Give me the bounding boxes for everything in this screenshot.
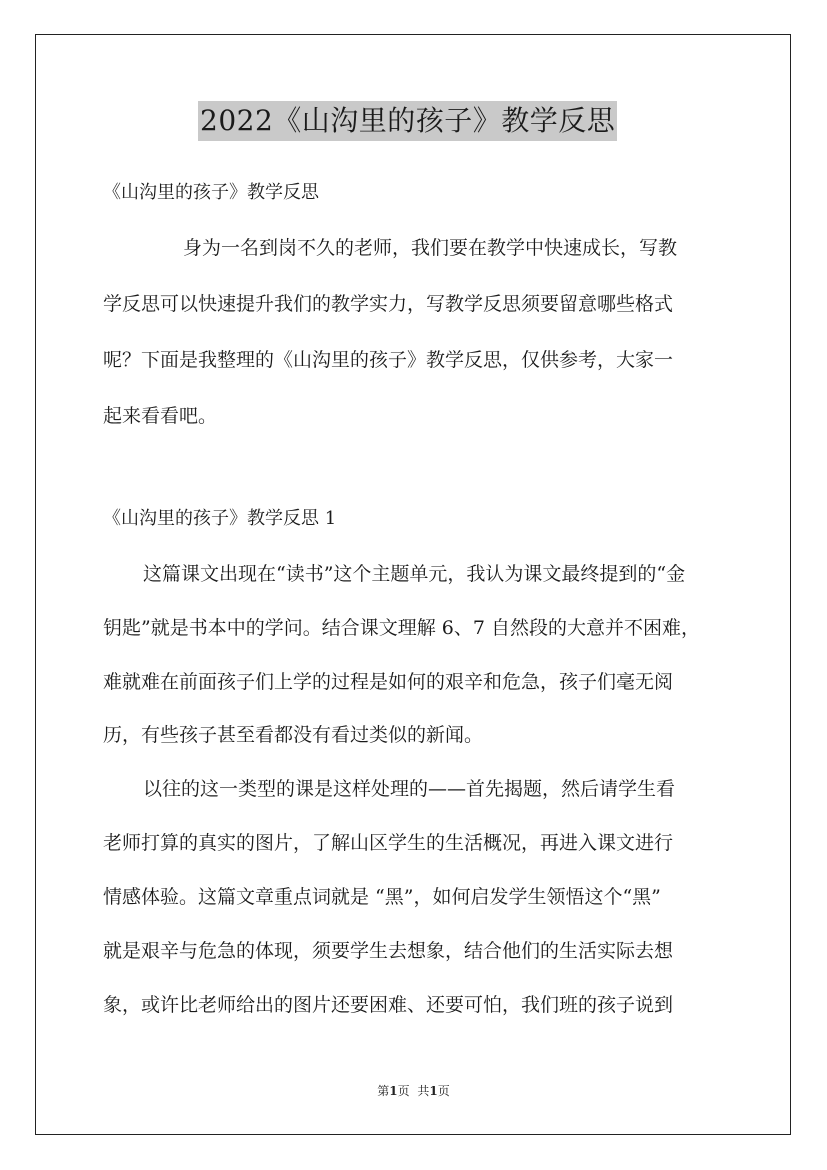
section-heading: 《山沟里的孩子》教学反思 1 [103,508,337,529]
document-title: 2022《山沟里的孩子》教学反思 [198,101,617,141]
paragraph-line: 钥匙”就是书本中的学问。结合课文理解 6、7 自然段的大意并不困难， [103,617,700,639]
document-subtitle: 《山沟里的孩子》教学反思 [103,182,319,203]
footer-total-label: 共 [417,1084,430,1098]
paragraph-line: 就是艰辛与危急的体现，须要学生去想象，结合他们的生活实际去想 [103,940,674,962]
intro-line: 身为一名到岗不久的老师，我们要在教学中快速成长，写教 [183,237,678,259]
paragraph-line: 这篇课文出现在“读书”这个主题单元，我认为课文最终提到的“金 [143,563,686,585]
paragraph-line: 情感体验。这篇文章重点词就是 “黑”，如何启发学生领悟这个“黑” [103,886,661,908]
paragraph-line: 象，或许比老师给出的图片还要困难、还要可怕，我们班的孩子说到 [103,994,674,1016]
intro-line: 起来看看吧。 [103,405,218,427]
footer-total-number: 1 [429,1084,438,1098]
paragraph-line: 老师打算的真实的图片，了解山区学生的生活概况，再进入课文进行 [103,832,674,854]
footer-page-number: 1 [389,1084,398,1098]
footer-total-unit: 页 [437,1084,450,1098]
footer-page-unit: 页 [397,1084,410,1098]
paragraph-line: 以往的这一类型的课是这样处理的——首先揭题，然后请学生看 [143,778,676,800]
page-footer [0,1083,827,1099]
paragraph-line: 难就难在前面孩子们上学的过程是如何的艰辛和危急，孩子们毫无阅 [103,671,674,693]
intro-line: 学反思可以快速提升我们的教学实力，写教学反思须要留意哪些格式 [103,293,674,315]
paragraph-line: 历，有些孩子甚至看都没有看过类似的新闻。 [103,724,484,746]
footer-page-label: 第 [377,1084,390,1098]
intro-line: 呢？下面是我整理的《山沟里的孩子》教学反思，仅供参考，大家一 [103,349,674,371]
